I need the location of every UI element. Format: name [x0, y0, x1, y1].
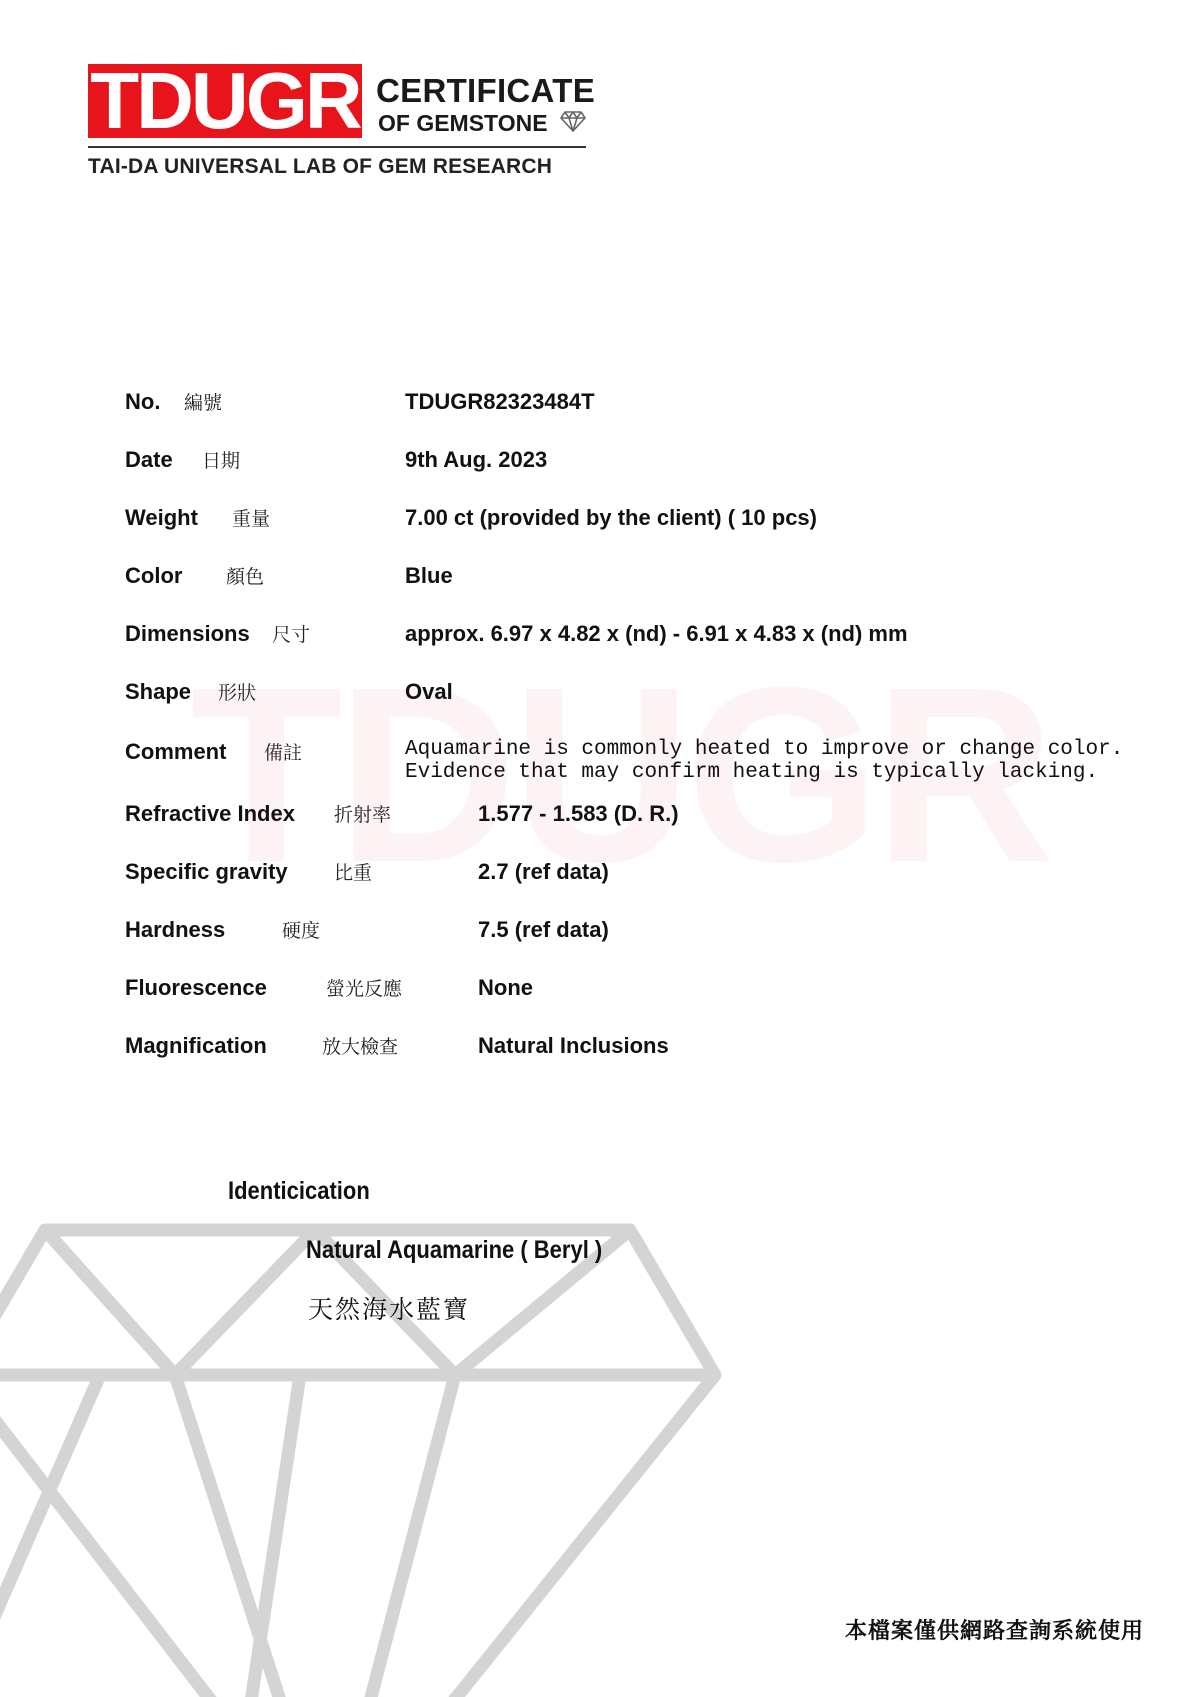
field-label-dimensions-zh: 尺寸: [272, 624, 311, 646]
tdugr-logo: TDUGR: [88, 64, 362, 138]
field-label-shape: Shape: [125, 679, 192, 704]
field-label-fluorescence-zh: 螢光反應: [326, 978, 403, 1000]
field-label-comment: Comment: [125, 739, 227, 764]
field-label-comment-zh: 備註: [264, 742, 303, 764]
field-value-hardness: 7.5 (ref data): [478, 917, 609, 942]
field-value-number: TDUGR82323484T: [405, 389, 595, 414]
header-divider: [88, 146, 586, 148]
field-value-weight: 7.00 ct (provided by the client) ( 10 pcs): [405, 505, 817, 530]
field-value-fluorescence: None: [478, 975, 533, 1000]
field-label-number-zh: 編號: [184, 392, 223, 414]
field-value-refractive-index: 1.577 - 1.583 (D. R.): [478, 801, 679, 826]
field-label-hardness-zh: 硬度: [282, 920, 321, 942]
field-value-color: Blue: [405, 563, 453, 588]
field-label-specific-gravity: Specific gravity: [125, 859, 288, 884]
field-label-date-zh: 日期: [202, 450, 241, 472]
identification-label: Identicication: [228, 1177, 370, 1205]
field-label-fluorescence: Fluorescence: [125, 975, 267, 1000]
certificate-subtitle: OF GEMSTONE: [378, 110, 548, 136]
field-label-date: Date: [125, 447, 173, 472]
certificate-title: CERTIFICATE: [376, 72, 596, 109]
comment-line-2: Evidence that may confirm heating is typically lacking.: [405, 761, 1099, 784]
field-label-specific-gravity-zh: 比重: [334, 862, 373, 884]
field-label-dimensions: Dimensions: [125, 621, 250, 646]
footer-note: 本檔案僅供網路查詢系統使用: [844, 1618, 1144, 1643]
diamond-icon: [560, 110, 586, 132]
comment-line-1: Aquamarine is commonly heated to improve or change color.: [405, 738, 1124, 761]
identification-name-en: Natural Aquamarine ( Beryl ): [306, 1236, 603, 1264]
field-value-dimensions: approx. 6.97 x 4.82 x (nd) - 6.91 x 4.83 x (nd) mm: [405, 621, 908, 646]
field-label-refractive-index: Refractive Index: [125, 801, 295, 826]
field-label-color: Color: [125, 563, 183, 588]
field-value-specific-gravity: 2.7 (ref data): [478, 859, 609, 884]
field-value-shape: Oval: [405, 679, 453, 704]
field-label-shape-zh: 形狀: [218, 682, 257, 704]
field-value-magnification: Natural Inclusions: [478, 1033, 669, 1058]
field-label-refractive-index-zh: 折射率: [334, 804, 392, 826]
lab-name: TAI-DA UNIVERSAL LAB OF GEM RESEARCH: [88, 155, 553, 178]
field-label-color-zh: 顏色: [226, 566, 265, 588]
diamond-watermark-graphic: [0, 1215, 730, 1697]
field-label-magnification: Magnification: [125, 1033, 267, 1058]
field-label-weight-zh: 重量: [232, 508, 271, 530]
field-label-hardness: Hardness: [125, 917, 226, 942]
field-label-magnification-zh: 放大檢查: [322, 1036, 399, 1058]
identification-name-zh: 天然海水藍寶: [308, 1295, 471, 1324]
field-label-number: No.: [125, 389, 161, 414]
field-label-weight: Weight: [125, 505, 198, 530]
field-value-date: 9th Aug. 2023: [405, 447, 548, 472]
field-value-comment: [405, 738, 1123, 784]
